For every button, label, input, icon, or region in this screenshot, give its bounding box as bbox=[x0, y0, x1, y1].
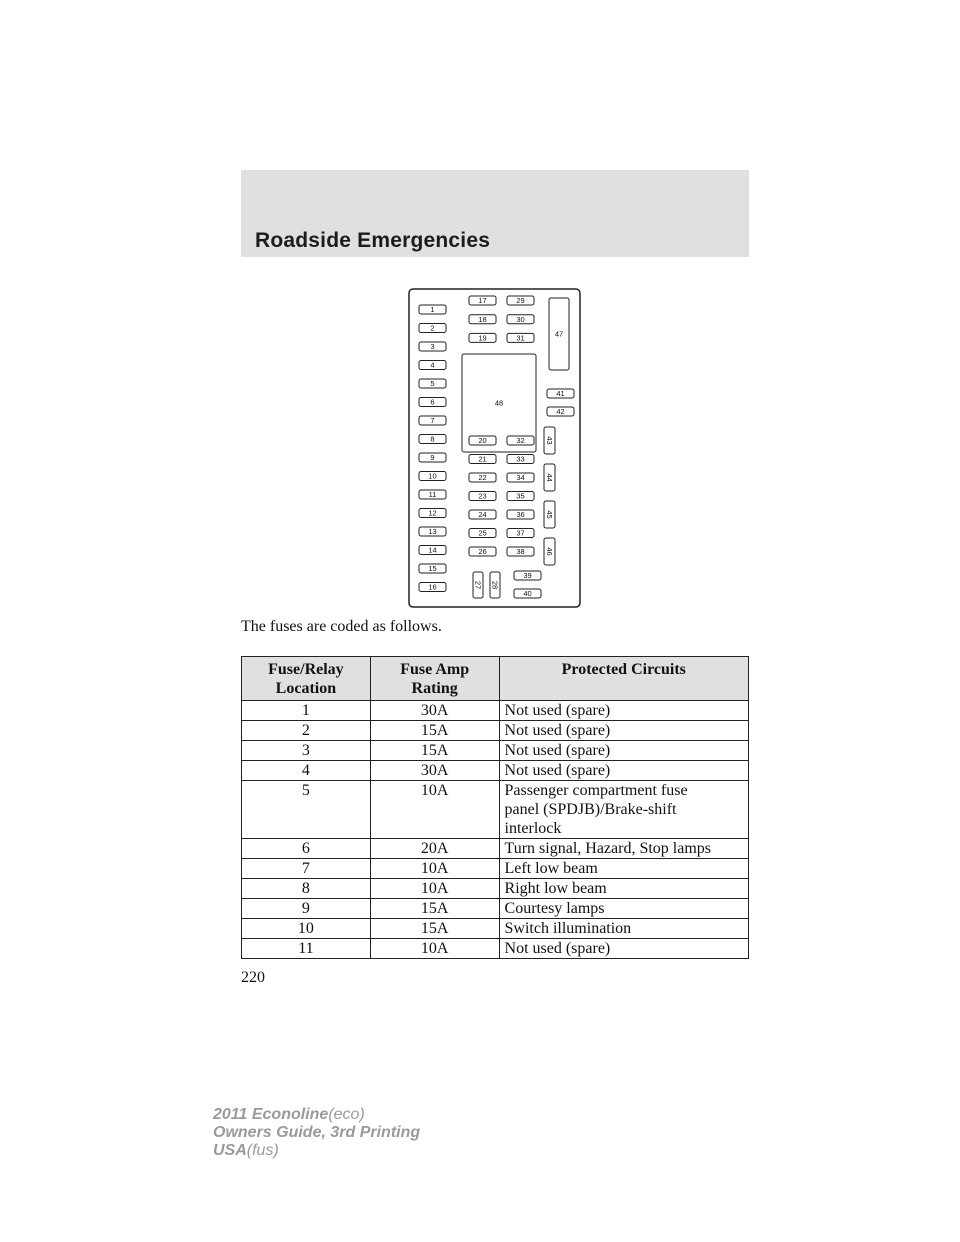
fuse-slot-10 bbox=[419, 472, 446, 481]
page-number: 220 bbox=[241, 969, 265, 986]
fuse-slot-26 bbox=[469, 547, 496, 556]
fuse-slot-36 bbox=[507, 510, 534, 519]
fuse-slot-label: 19 bbox=[478, 333, 487, 343]
fuse-slot-43 bbox=[544, 427, 555, 454]
fuse-slot-20 bbox=[469, 436, 496, 445]
cell-rating: 15A bbox=[370, 919, 499, 939]
fuse-slot-label: 17 bbox=[478, 296, 487, 306]
fuse-slot-label: 48 bbox=[494, 398, 504, 408]
fuse-slot-label: 47 bbox=[554, 329, 564, 339]
fuse-slot-1 bbox=[419, 305, 446, 314]
fuse-slot-40 bbox=[514, 589, 541, 598]
table-row bbox=[242, 721, 749, 741]
footer-model: 2011 Econoline bbox=[213, 1106, 329, 1123]
cell-location: 10 bbox=[242, 919, 371, 939]
cell-rating: 10A bbox=[370, 859, 499, 879]
cell-rating: 30A bbox=[370, 761, 499, 781]
fuse-slot-label: 33 bbox=[516, 454, 525, 464]
cell-circuit-line: panel (SPDJB)/Brake-shift bbox=[504, 801, 677, 818]
fuse-slot-label: 30 bbox=[516, 314, 525, 324]
footer-guide: Owners Guide, 3rd Printing bbox=[213, 1124, 421, 1141]
cell-location: 3 bbox=[242, 741, 371, 761]
fuse-slot-6 bbox=[419, 398, 446, 407]
fuse-slot-33 bbox=[507, 455, 534, 464]
fuse-slot-label: 25 bbox=[478, 528, 487, 538]
fuse-slot-label: 34 bbox=[516, 473, 525, 483]
footer-model-code: (eco) bbox=[328, 1106, 365, 1123]
table-row bbox=[242, 761, 749, 781]
cell-circuit-line: Passenger compartment fuse bbox=[504, 782, 688, 799]
fuse-slot-label: 35 bbox=[516, 491, 525, 501]
fuse-slot-30 bbox=[507, 315, 534, 324]
fuse-slot-label: 14 bbox=[428, 545, 437, 555]
table-row bbox=[242, 919, 749, 939]
fuse-panel-diagram bbox=[408, 288, 581, 608]
cell-location: 7 bbox=[242, 859, 371, 879]
fuse-slot-11 bbox=[419, 490, 446, 499]
fuse-slot-label: 9 bbox=[430, 453, 435, 463]
fuse-slot-label: 40 bbox=[523, 589, 532, 599]
fuse-slot-44 bbox=[544, 464, 555, 491]
cell-location: 9 bbox=[242, 899, 371, 919]
fuse-slot-34 bbox=[507, 473, 534, 482]
fuse-slot-18 bbox=[469, 315, 496, 324]
footer-region: USA bbox=[213, 1142, 247, 1159]
fuse-slot-label: 43 bbox=[544, 436, 554, 445]
cell-rating: 10A bbox=[370, 939, 499, 959]
fuse-slot-label: 39 bbox=[523, 571, 532, 581]
fuse-slot-8 bbox=[419, 435, 446, 444]
fuse-slot-label: 18 bbox=[478, 314, 487, 324]
fuse-slot-label: 20 bbox=[478, 436, 487, 446]
fuse-slot-label: 45 bbox=[544, 510, 554, 519]
cell-location: 1 bbox=[242, 701, 371, 721]
fuse-slot-label: 41 bbox=[556, 389, 565, 399]
fuse-slot-label: 5 bbox=[430, 379, 435, 389]
table-row bbox=[242, 879, 749, 899]
cell-location: 5 bbox=[242, 781, 371, 839]
header-rating bbox=[370, 657, 499, 701]
fuse-slot-23 bbox=[469, 492, 496, 501]
cell-circuit bbox=[499, 781, 748, 839]
fuse-slot-label: 22 bbox=[478, 473, 487, 483]
header-location-line2: Location bbox=[275, 680, 337, 697]
fuse-slot-label: 46 bbox=[544, 547, 554, 556]
cell-circuit: Right low beam bbox=[499, 879, 748, 899]
fuse-slot-label: 16 bbox=[428, 582, 437, 592]
fuse-slot-47 bbox=[549, 298, 569, 370]
fuse-slot-37 bbox=[507, 529, 534, 538]
fuse-table bbox=[241, 656, 749, 959]
fuse-slot-19 bbox=[469, 333, 496, 342]
fuse-slot-24 bbox=[469, 510, 496, 519]
table-row bbox=[242, 939, 749, 959]
fuse-slot-5 bbox=[419, 379, 446, 388]
intro-text: The fuses are coded as follows. bbox=[241, 618, 442, 635]
fuse-slot-label: 31 bbox=[516, 333, 525, 343]
fuse-slot-label: 8 bbox=[430, 434, 435, 444]
header-circuits bbox=[499, 657, 748, 701]
table-row bbox=[242, 781, 749, 839]
cell-rating: 15A bbox=[370, 899, 499, 919]
fuse-slot-29 bbox=[507, 296, 534, 305]
section-title: Roadside Emergencies bbox=[255, 229, 491, 252]
cell-circuit: Not used (spare) bbox=[499, 939, 748, 959]
table-row bbox=[242, 839, 749, 859]
fuse-slot-label: 6 bbox=[430, 397, 435, 407]
cell-circuit: Left low beam bbox=[499, 859, 748, 879]
fuse-slot-label: 27 bbox=[473, 580, 483, 590]
fuse-slot-label: 44 bbox=[544, 473, 554, 482]
fuse-slot-label: 1 bbox=[430, 305, 435, 315]
fuse-slot-label: 36 bbox=[516, 510, 525, 520]
fuse-slot-17 bbox=[469, 296, 496, 305]
fuse-slot-31 bbox=[507, 333, 534, 342]
cell-rating: 20A bbox=[370, 839, 499, 859]
cell-location: 6 bbox=[242, 839, 371, 859]
cell-location: 4 bbox=[242, 761, 371, 781]
fuse-slot-label: 28 bbox=[490, 580, 500, 590]
fuse-slot-38 bbox=[507, 547, 534, 556]
header-location bbox=[242, 657, 371, 701]
fuse-slot-45 bbox=[544, 501, 555, 528]
cell-rating: 10A bbox=[370, 781, 499, 839]
fuse-slot-label: 7 bbox=[430, 416, 435, 426]
cell-circuit: Not used (spare) bbox=[499, 701, 748, 721]
fuse-slot-25 bbox=[469, 529, 496, 538]
fuse-slot-label: 42 bbox=[556, 407, 565, 417]
table-row bbox=[242, 701, 749, 721]
cell-location: 11 bbox=[242, 939, 371, 959]
fuse-slot-2 bbox=[419, 324, 446, 333]
cell-circuit: Switch illumination bbox=[499, 919, 748, 939]
fuse-slot-label: 32 bbox=[516, 436, 525, 446]
fuse-slot-15 bbox=[419, 564, 446, 573]
fuse-slot-13 bbox=[419, 527, 446, 536]
fuse-slot-label: 37 bbox=[516, 528, 525, 538]
fuse-slot-22 bbox=[469, 473, 496, 482]
footer-region-code: (fus) bbox=[246, 1142, 279, 1159]
fuse-slot-32 bbox=[507, 436, 534, 445]
cell-circuit: Turn signal, Hazard, Stop lamps bbox=[499, 839, 748, 859]
fuse-slot-9 bbox=[419, 453, 446, 462]
fuse-slot-label: 3 bbox=[430, 342, 435, 352]
fuse-slot-46 bbox=[544, 538, 555, 565]
fuse-slot-label: 26 bbox=[478, 547, 487, 557]
cell-rating: 30A bbox=[370, 701, 499, 721]
header-circuits-label: Protected Circuits bbox=[561, 661, 686, 678]
fuse-slot-label: 38 bbox=[516, 547, 525, 557]
fuse-slot-7 bbox=[419, 416, 446, 425]
cell-rating: 15A bbox=[370, 721, 499, 741]
cell-circuit: Courtesy lamps bbox=[499, 899, 748, 919]
fuse-slot-39 bbox=[514, 571, 541, 580]
header-location-line1: Fuse/Relay bbox=[268, 661, 344, 678]
fuse-slot-label: 21 bbox=[478, 454, 487, 464]
fuse-slot-label: 4 bbox=[430, 360, 435, 370]
fuse-slot-label: 13 bbox=[428, 527, 437, 537]
fuse-slot-label: 12 bbox=[428, 508, 437, 518]
cell-location: 8 bbox=[242, 879, 371, 899]
cell-circuit: Not used (spare) bbox=[499, 761, 748, 781]
table-row bbox=[242, 899, 749, 919]
footer bbox=[213, 1106, 420, 1160]
fuse-slot-label: 11 bbox=[428, 490, 437, 500]
fuse-slot-35 bbox=[507, 492, 534, 501]
table-header-row bbox=[242, 657, 749, 701]
cell-location: 2 bbox=[242, 721, 371, 741]
table-row bbox=[242, 741, 749, 761]
cell-circuit-line: interlock bbox=[504, 820, 562, 837]
fuse-slot-42 bbox=[547, 407, 574, 416]
fuse-slot-label: 29 bbox=[516, 296, 525, 306]
fuse-slot-4 bbox=[419, 361, 446, 370]
fuse-slot-label: 10 bbox=[428, 471, 437, 481]
fuse-slot-label: 24 bbox=[478, 510, 487, 520]
fuse-slot-28 bbox=[490, 572, 500, 598]
fuse-slot-label: 2 bbox=[430, 323, 435, 333]
fuse-slot-3 bbox=[419, 342, 446, 351]
fuse-slot-16 bbox=[419, 583, 446, 592]
fuse-slot-41 bbox=[547, 389, 574, 398]
cell-rating: 15A bbox=[370, 741, 499, 761]
header-rating-line2: Rating bbox=[411, 680, 458, 697]
cell-rating: 10A bbox=[370, 879, 499, 899]
cell-circuit: Not used (spare) bbox=[499, 721, 748, 741]
cell-circuit: Not used (spare) bbox=[499, 741, 748, 761]
fuse-panel-svg bbox=[408, 288, 581, 608]
fuse-slot-12 bbox=[419, 509, 446, 518]
fuse-slot-14 bbox=[419, 546, 446, 555]
fuse-slot-21 bbox=[469, 455, 496, 464]
fuse-slot-label: 15 bbox=[428, 564, 437, 574]
table-row bbox=[242, 859, 749, 879]
fuse-slot-label: 23 bbox=[478, 491, 487, 501]
fuse-slot-27 bbox=[473, 572, 483, 598]
header-rating-line1: Fuse Amp bbox=[400, 661, 470, 678]
